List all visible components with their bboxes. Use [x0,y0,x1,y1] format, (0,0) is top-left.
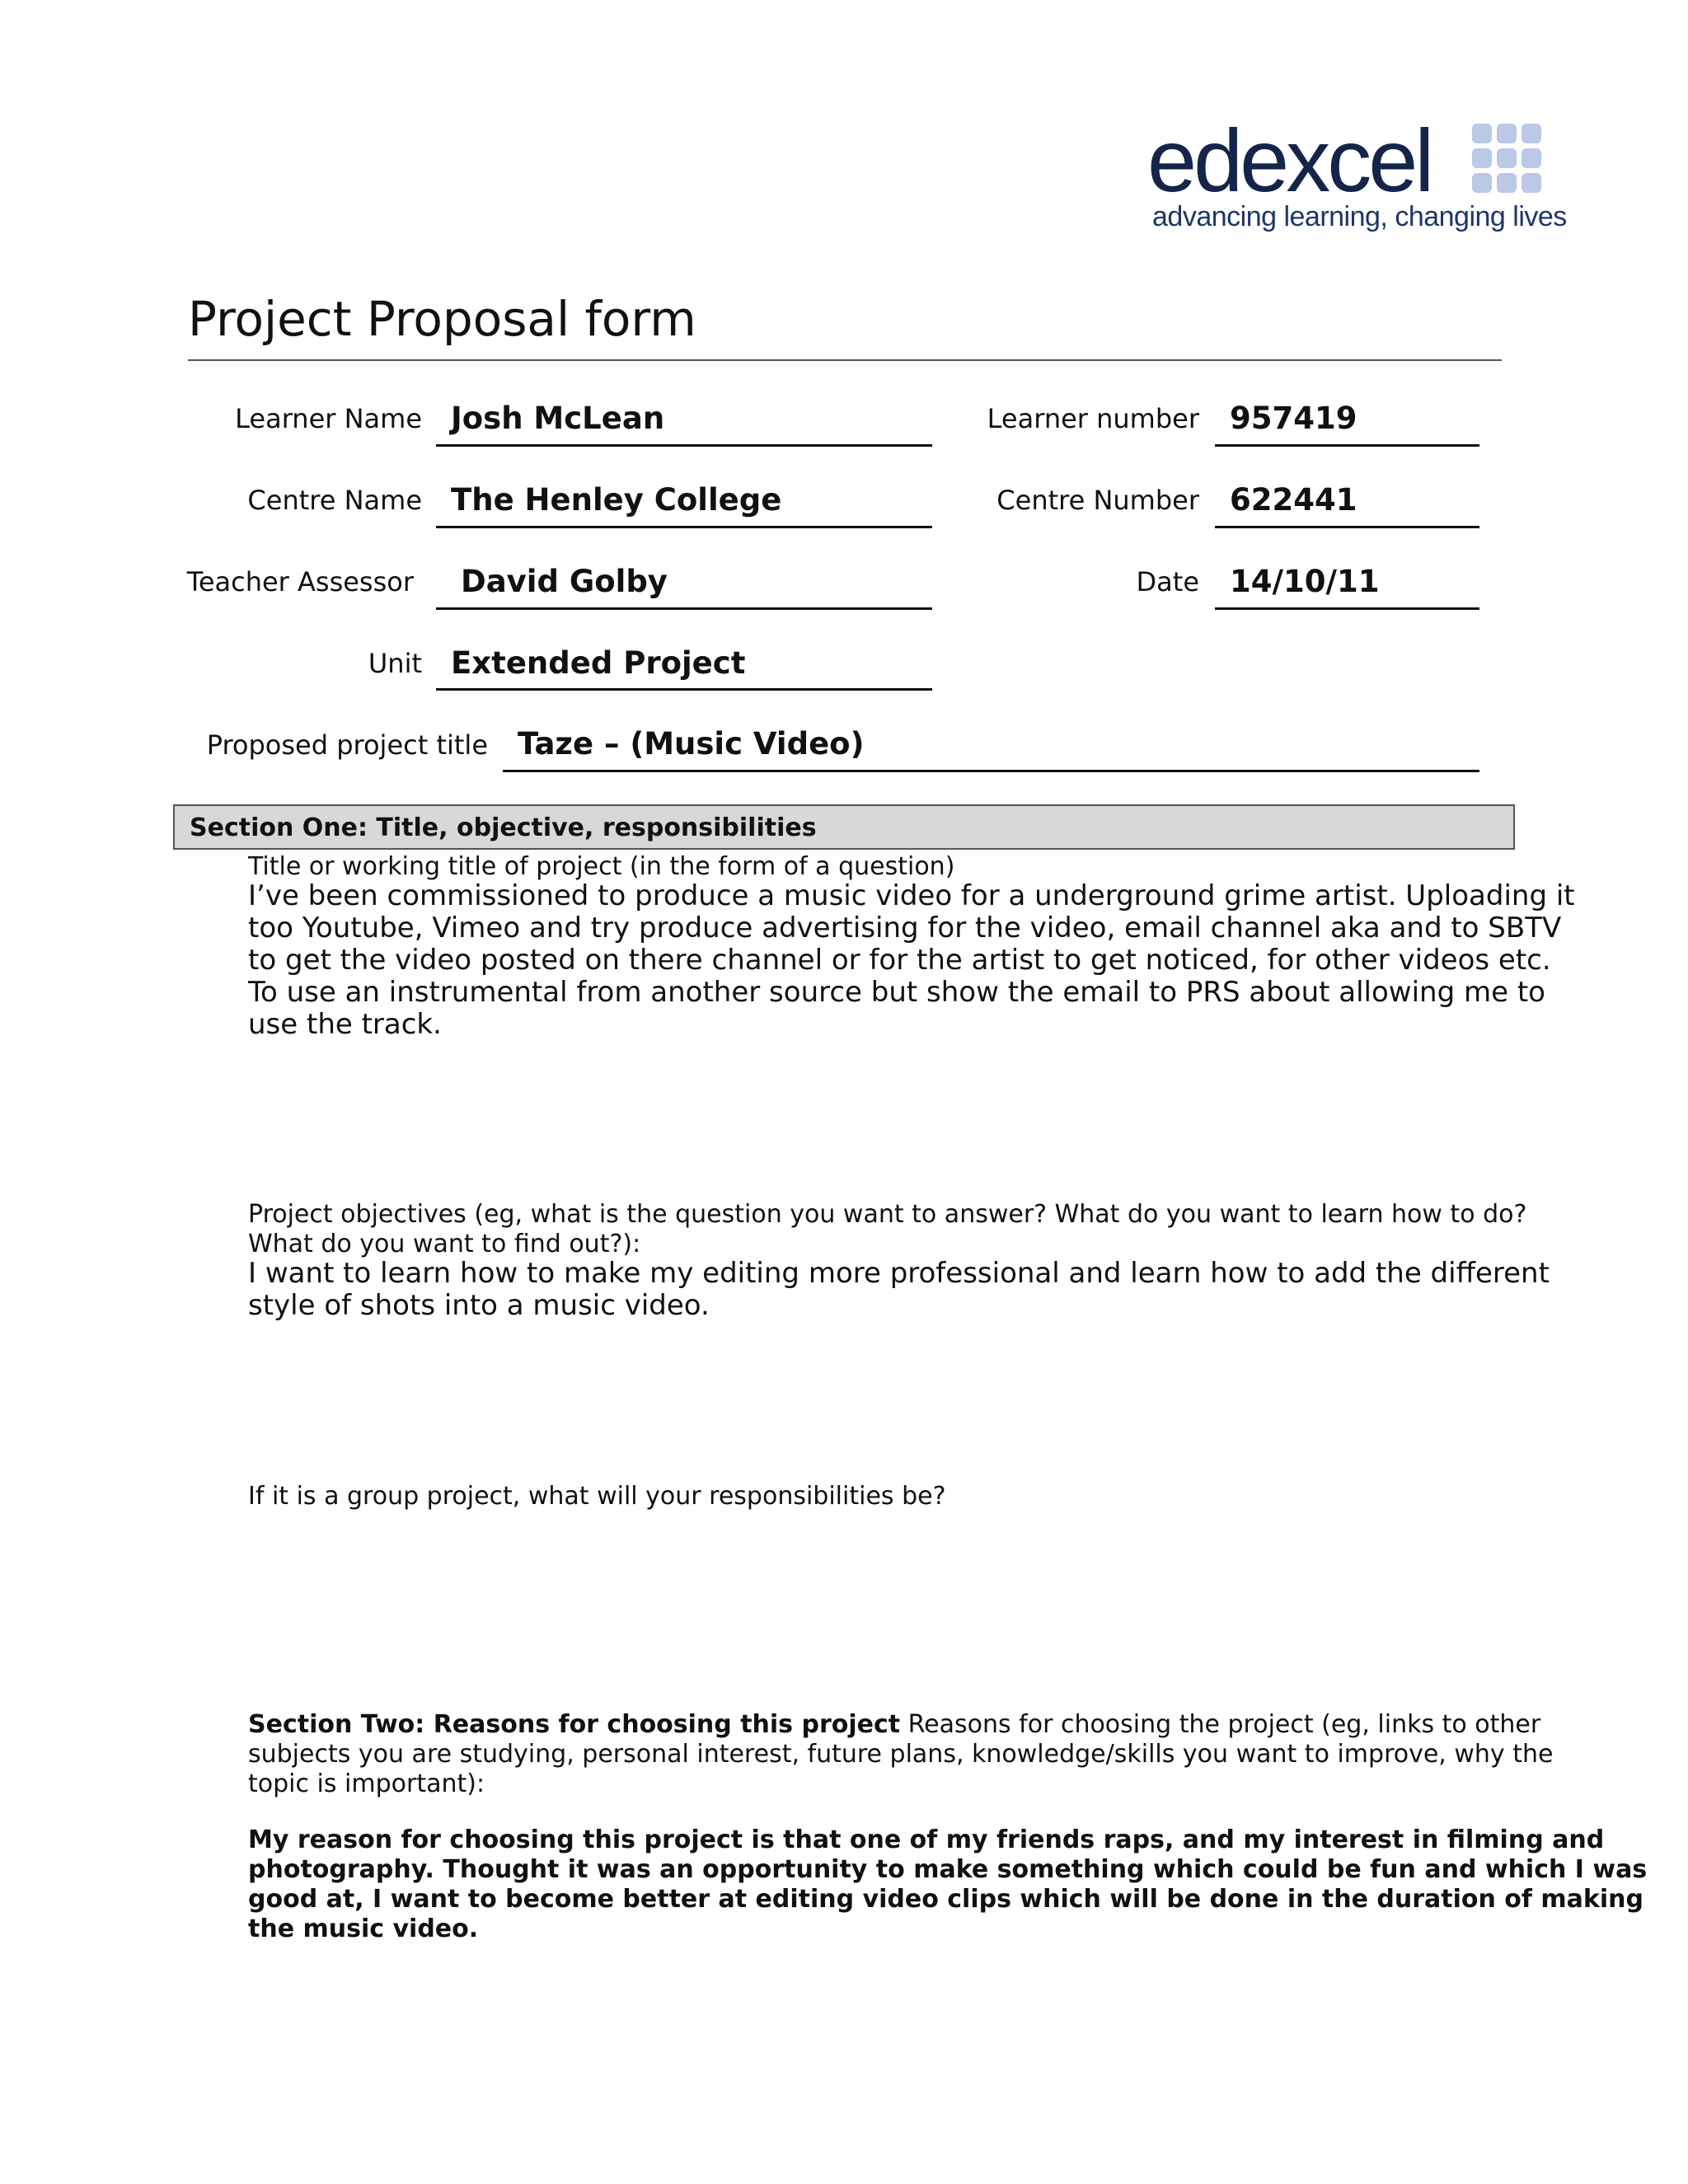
section-two-answer-line: the music video. [248,1915,479,1943]
learner-name-value: Josh McLean [451,401,665,436]
objectives-question-line: What do you want to find out?): [248,1230,641,1258]
edexcel-logo [1147,110,1567,247]
logo-wordmark: edexcel [1147,110,1432,210]
title-answer-line: I’ve been commissioned to produce a music video for a underground grime artist. Uploading it [248,879,1575,912]
learner-name-underline [436,444,932,447]
objectives-answer-line: I want to learn how to make my editing more professional and learn how to add the different [248,1257,1550,1290]
section-two-question-start: Reasons for choosing the project (eg, links to other [900,1710,1541,1739]
title-answer-line: use the track. [248,1008,442,1041]
title-answer [248,879,1575,1041]
logo-tagline: advancing learning, changing lives [1152,201,1567,232]
title-answer-line: to get the video posted on there channel or for the artist to get noticed, for other videos etc. [248,944,1551,977]
section-one-header [173,804,1515,850]
project-title-underline [503,770,1479,772]
title-answer-line: To use an instrumental from another source but show the email to PRS about allowing me to [248,976,1545,1009]
objectives-question-line: Project objectives (eg, what is the question you want to answer? What do you want to learn how to do? [248,1200,1527,1229]
section-two-question [248,1710,1554,1799]
learner-name-label: Learner Name [235,403,422,434]
objectives-answer [248,1257,1550,1322]
title-divider [188,359,1502,361]
teacher-assessor-underline [436,607,932,610]
centre-name-value: The Henley College [451,482,782,518]
project-title-label: Proposed project title [206,729,488,761]
centre-number-underline [1215,526,1479,528]
teacher-assessor-value: David Golby [461,564,668,599]
section-two-answer-line: photography. Thought it was an opportunity to make something which could be fun and which I was [248,1855,1648,1884]
date-underline [1215,607,1479,610]
unit-underline [436,688,932,691]
centre-name-underline [436,526,932,528]
title-answer-line: too Youtube, Vimeo and try produce advertising for the video, email channel aka and to SBTV [248,912,1562,944]
form-title: Project Proposal form [188,291,696,347]
section-two-answer [248,1825,1648,1944]
group-question: If it is a group project, what will your responsibilities be? [248,1482,946,1511]
unit-value: Extended Project [451,645,746,681]
section-one-title: Section One: Title, objective, responsibilities [190,813,817,842]
objectives-question [248,1200,1527,1259]
section-two-title: Section Two: Reasons for choosing this project [248,1710,901,1739]
objectives-answer-line: style of shots into a music video. [248,1289,710,1322]
section-two-question-line: topic is important): [248,1769,485,1798]
learner-number-value: 957419 [1230,401,1357,436]
section-two-answer-line: My reason for choosing this project is that one of my friends raps, and my interest in filming and [248,1825,1605,1854]
section-two-answer-line: good at, I want to become better at editing video clips which will be done in the duration of making [248,1885,1643,1914]
unit-label: Unit [368,648,422,679]
date-value: 14/10/11 [1230,564,1380,599]
centre-number-label: Centre Number [996,485,1199,516]
logo-dots-icon [1472,124,1543,194]
project-title-value: Taze – (Music Video) [518,726,865,762]
section-two-question-line: subjects you are studying, personal interest, future plans, knowledge/skills you want to improve, why the [248,1740,1554,1769]
learner-number-underline [1215,444,1479,447]
centre-number-value: 622441 [1230,482,1357,518]
title-question: Title or working title of project (in the form of a question) [248,852,955,881]
learner-number-label: Learner number [987,403,1199,434]
teacher-assessor-label: Teacher Assessor [186,566,414,598]
centre-name-label: Centre Name [247,485,422,516]
date-label: Date [1136,566,1199,598]
